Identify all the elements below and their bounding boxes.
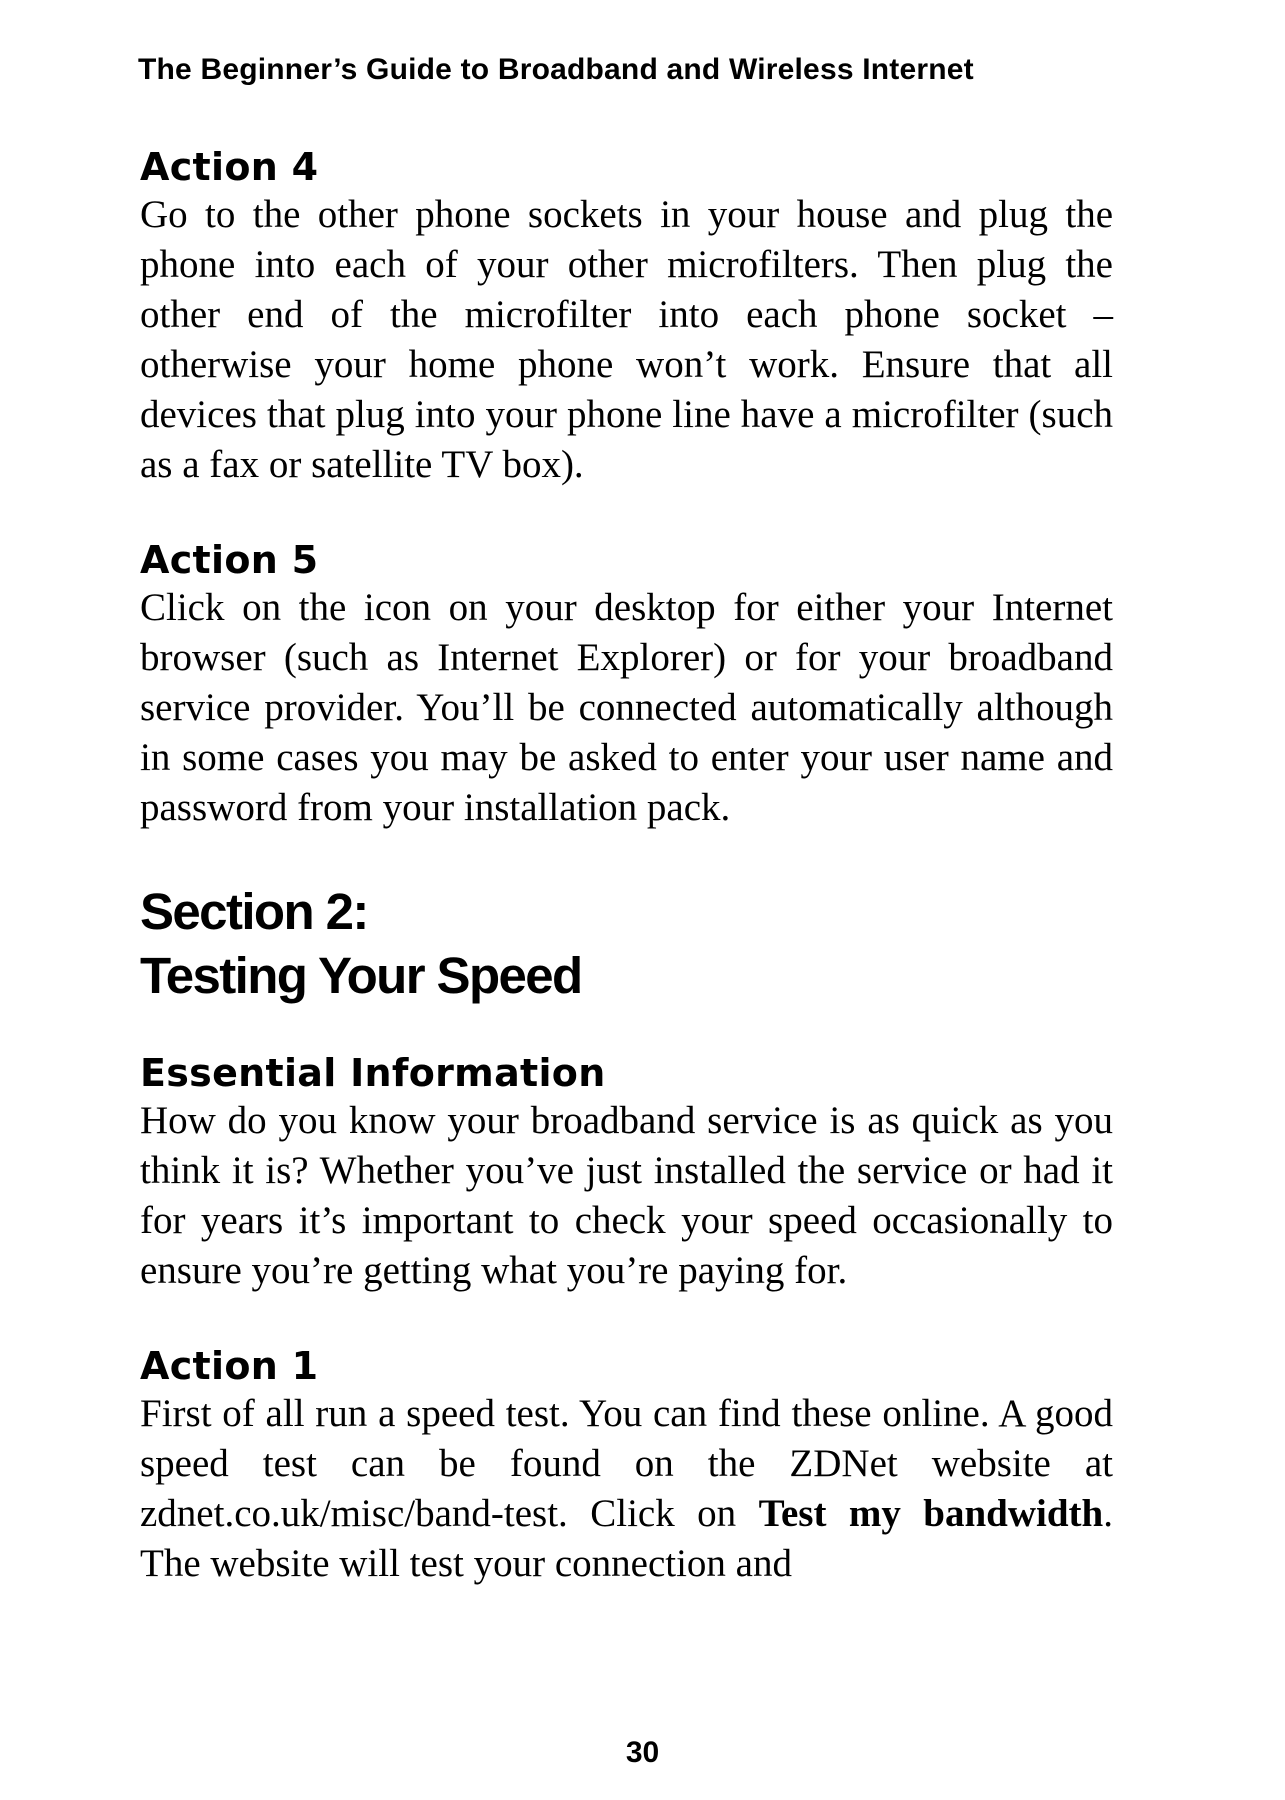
action-4-text: Go to the other phone sockets in your house and plug the phone into each of your other microfilters. Then plug the other end of the microfilter into each phone socket – otherwise your home phone won’t work. Ensure that all devices that plug into your phone line have a microfilter (such as a fax or satellite TV box). [140, 193, 1113, 486]
action-4-heading: Action 4 [140, 145, 319, 189]
action-1-text-start: First of all run a speed test. You can find these online. A good speed test can be found on the ZDNet website at zdnet.co.uk/misc/band-test. Click on [140, 1392, 1113, 1535]
section-title [140, 880, 1113, 1008]
section-name: Testing Your Speed [140, 947, 582, 1004]
spacer [140, 833, 1113, 880]
spacer [140, 1296, 1113, 1343]
action-5-text: Click on the icon on your desktop for either your Internet browser (such as Internet Explorer) or for your broadband service provider. You’ll be connected automatically although in some cases you may be asked to enter your user name and password from your installation pack. [140, 586, 1113, 829]
page-number: 30 [625, 1736, 660, 1769]
running-header: The Beginner’s Guide to Broadband and Wireless Internet [138, 53, 974, 86]
spacer [140, 1008, 1113, 1050]
action-1-heading: Action 1 [140, 1344, 319, 1388]
test-my-bandwidth-label: Test my bandwidth [758, 1492, 1104, 1535]
action-5-heading: Action 5 [140, 538, 319, 582]
spacer [140, 490, 1113, 537]
essential-information-text: How do you know your broadband service is as quick as you think it is? Whether you’ve just installed the service or had it for years it’s important to check your speed occasionally to ensure you’re getting what you’re paying for. [140, 1099, 1113, 1292]
essential-information-heading: Essential Information [140, 1051, 606, 1095]
page-content [140, 144, 1113, 1589]
section-number: Section 2: [140, 883, 368, 940]
action-1-text [140, 1389, 1113, 1589]
action-1-text-end: . The website will test your connection and [140, 1492, 1113, 1585]
